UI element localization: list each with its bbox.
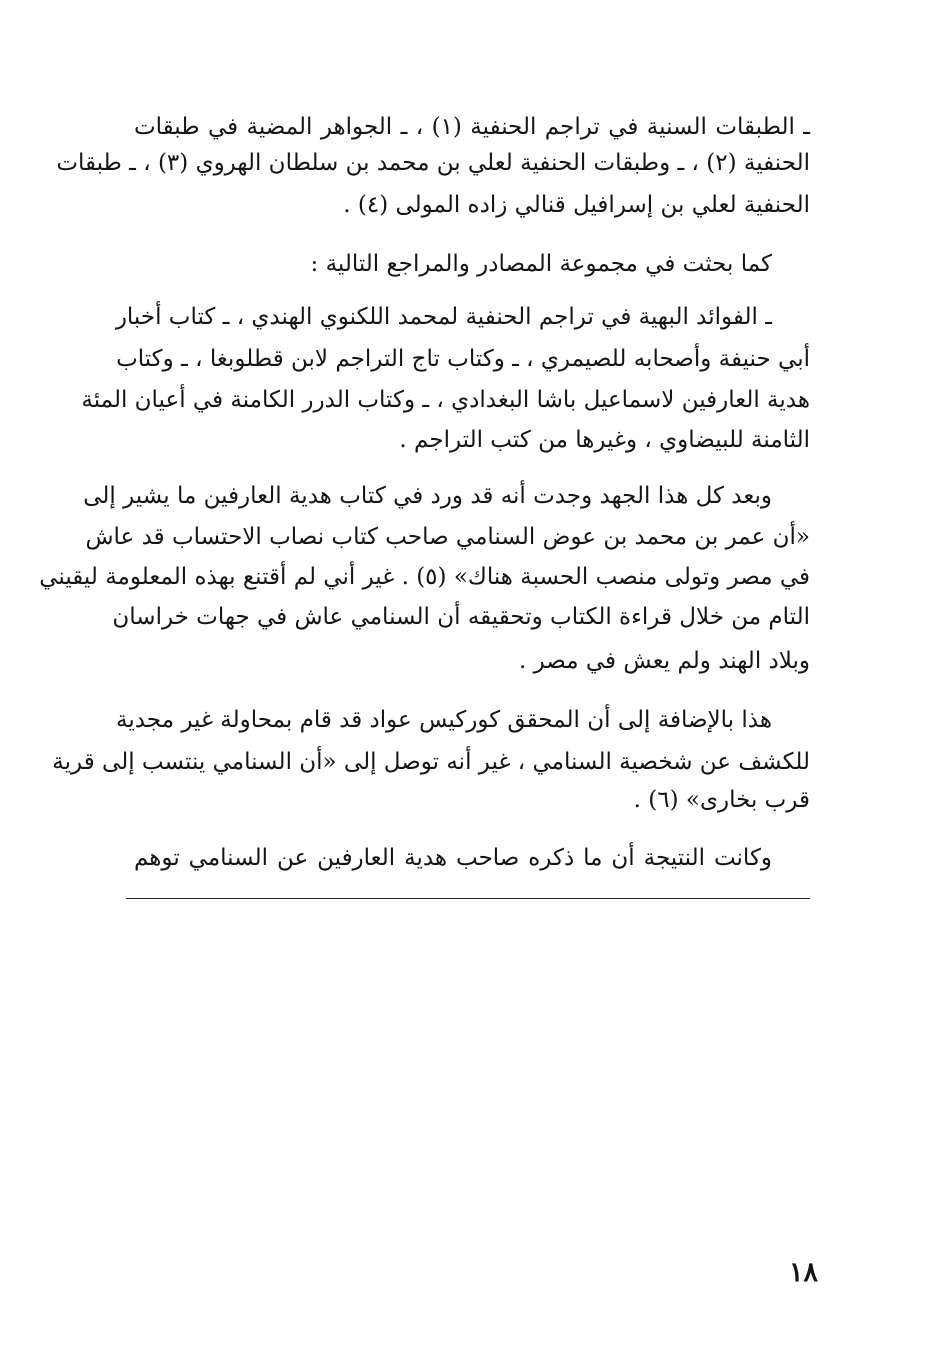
body-line: ـ الفوائد البهية في تراجم الحنفية لمحمد اللكنوي الهندي ، ـ كتاب أخبار [115,304,772,330]
body-line: قرب بخارى» (٦) . [633,787,810,813]
body-line: كما بحثت في مجموعة المصادر والمراجع التالية : [310,251,772,277]
body-line: وبلاد الهند ولم يعش في مصر . [518,648,810,674]
body-line: وكانت النتيجة أن ما ذكره صاحب هدية العارفين عن السنامي توهم [134,845,772,871]
body-line: التام من خلال قراءة الكتاب وتحقيقه أن السنامي عاش في جهات خراسان [112,604,810,630]
body-line: الثامنة للبيضاوي ، وغيرها من كتب التراجم . [399,427,810,453]
body-line: الحنفية (٢) ، ـ وطبقات الحنفية لعلي بن محمد بن سلطان الهروي (٣) ، ـ طبقات [56,150,810,176]
body-line: الحنفية لعلي بن إسرافيل قنالي زاده المولى (٤) . [343,192,810,218]
body-line: «أن عمر بن محمد بن عوض السنامي صاحب كتاب نصاب الاحتساب قد عاش [85,524,810,550]
page-number: ١٨ [788,1257,818,1288]
body-line: هذا بالإضافة إلى أن المحقق كوركيس عواد قد قام بمحاولة غير مجدية [116,707,772,733]
body-line: أبي حنيفة وأصحابه للصيمري ، ـ وكتاب تاج التراجم لابن قطلوبغا ، ـ وكتاب [116,346,810,372]
body-line: هدية العارفين لاسماعيل باشا البغدادي ، ـ وكتاب الدرر الكامنة في أعيان المئة [81,387,810,413]
footnote-separator [126,898,810,899]
body-line: ـ الطبقات السنية في تراجم الحنفية (١) ، ـ الجواهر المضية في طبقات [134,114,810,140]
body-line: وبعد كل هذا الجهد وجدت أنه قد ورد في كتاب هدية العارفين ما يشير إلى [83,483,772,509]
body-line: للكشف عن شخصية السنامي ، غير أنه توصل إلى «أن السنامي ينتسب إلى قرية [52,749,810,775]
body-line: في مصر وتولى منصب الحسبة هناك» (٥) . غير أني لم أقتنع بهذه المعلومة ليقيني [39,564,810,590]
